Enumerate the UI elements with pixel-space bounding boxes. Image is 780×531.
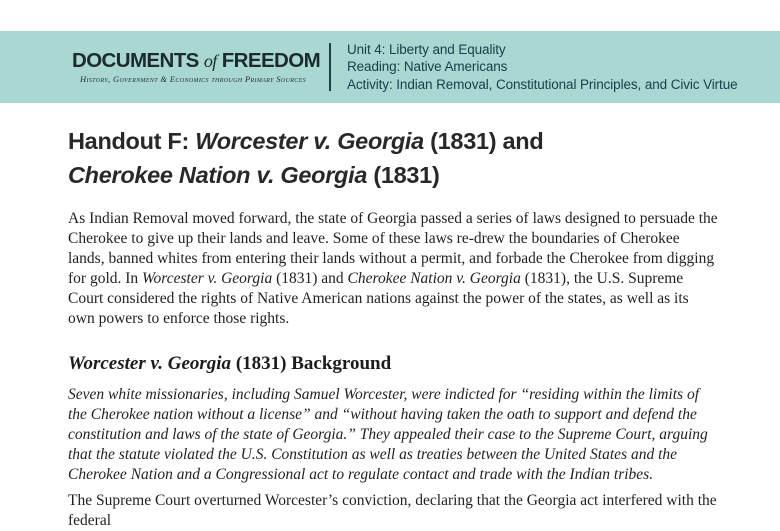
logo-word-documents: DOCUMENTS [72, 48, 199, 72]
course-info-activity: Activity: Indian Removal, Constitutional Principles, and Civic Virtue [347, 76, 738, 92]
header-band [0, 31, 780, 103]
course-info-unit: Unit 4: Liberty and Equality [347, 41, 506, 57]
logo-word-freedom: FREEDOM [221, 48, 321, 72]
document-content [68, 103, 718, 531]
logo-title [72, 48, 321, 73]
documents-of-freedom-logo [72, 48, 321, 85]
header-divider [329, 43, 331, 91]
section-heading: Worcester v. Georgia (1831) Background [68, 353, 392, 374]
background-paragraph: Seven white missionaries, including Samuel Worcester, were indicted for “residing within the limits of the Cherokee nation without a license” and “without having taken the oath to support and defend the constitution and laws of the state of Georgia.” They appealed their case to the Supreme Court, arguing that the statute violated the U.S. Constitution as well as treaties between the United States and the Cherokee Nation and a Congressional act to regulate contact and trade with the Indian tribes. [68, 386, 708, 483]
intro-paragraph: As Indian Removal moved forward, the state of Georgia passed a series of laws designed to persuade the Cherokee to give up their lands and leave. Some of these laws re-drew the boundaries of Cherokee lands, banned whites from entering their lands without a permit, and forbade the Cherokee from digging for gold. In Worcester v. Georgia (1831) and Cherokee Nation v. Georgia (1831), the U.S. Supreme Court considered the rights of Native American nations against the power of the states, as well as its own powers to enforce those rights. [68, 210, 718, 327]
course-info [347, 41, 738, 94]
handout-title: Handout F: Worcester v. Georgia (1831) and Cherokee Nation v. Georgia (1831) [68, 128, 544, 188]
course-info-reading: Reading: Native Americans [347, 59, 508, 75]
logo-tagline: History, Government & Economics through Primary Sources [80, 74, 306, 85]
partial-paragraph: The Supreme Court overturned Worcester’s conviction, declaring that the Georgia act interfered with the federal [68, 492, 717, 529]
logo-word-of: of [203, 50, 217, 71]
